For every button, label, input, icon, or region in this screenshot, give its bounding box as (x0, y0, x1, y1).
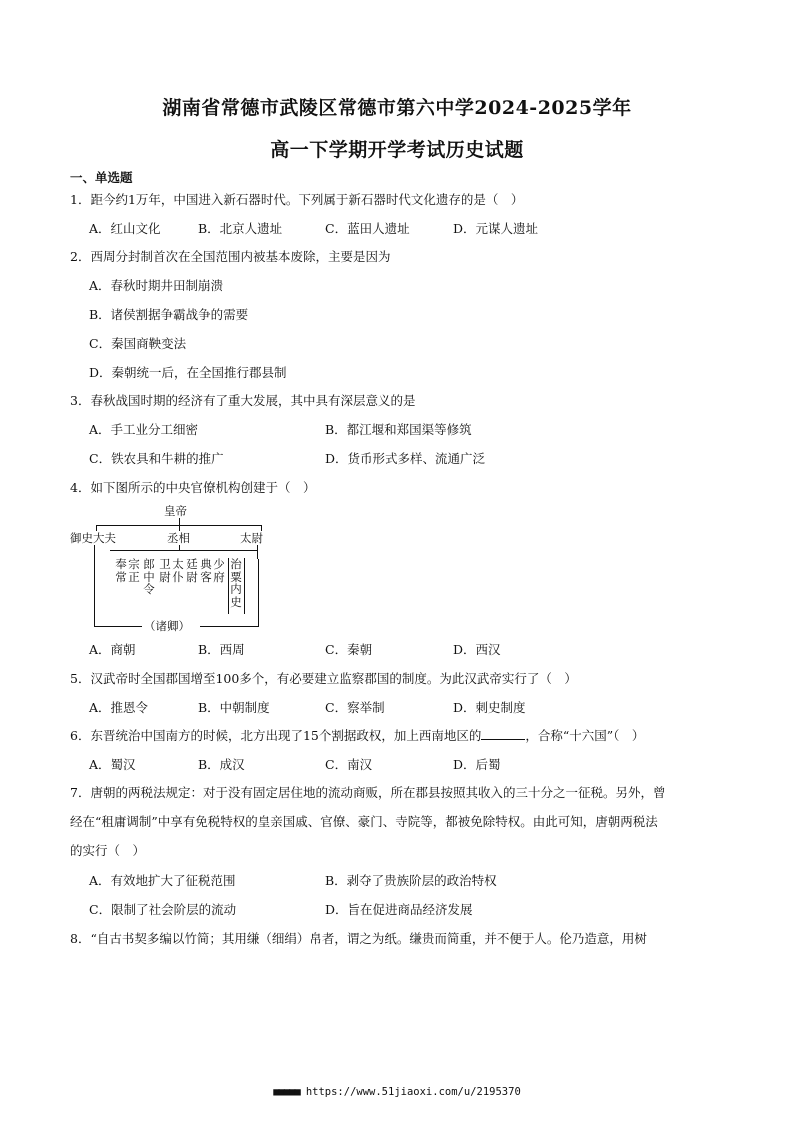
diagram-official: 少府 (213, 557, 225, 584)
question-1-stem: 1．距今约1万年，中国进入新石器时代。下列属于新石器时代文化遗存的是（ ） (70, 192, 524, 207)
question-4-option-b: B．西周 (198, 642, 245, 657)
question-5-option-b: B．中朝制度 (198, 700, 270, 715)
question-4-option-c: C．秦朝 (325, 642, 373, 657)
question-1-option-a: A．红山文化 (89, 221, 161, 236)
question-6-stem (70, 727, 644, 745)
question-4-option-d: D．西汉 (453, 642, 501, 657)
diagram-official: 太仆 (172, 557, 184, 584)
question-7-option-d: D．旨在促进商品经济发展 (325, 902, 473, 917)
diagram-official: 卫尉 (159, 557, 171, 584)
diagram-official: 典客 (200, 557, 212, 584)
footer-logo-icon: ■■■■■ (273, 1086, 300, 1098)
question-7-option-a: A．有效地扩大了征税范围 (89, 873, 236, 888)
question-6-option-c: C．南汉 (325, 757, 373, 772)
page-footer (0, 1086, 794, 1098)
question-3-option-d: D．货币形式多样、流通广泛 (325, 451, 486, 466)
question-1-option-c: C．蓝田人遗址 (325, 221, 410, 236)
question-7-stem: 7．唐朝的两税法规定：对于没有固定居住地的流动商贩，所在郡县按照其收入的三十分之一征税。另外，曾经在“租庸调制”中享有免税特权的皇亲国戚、官僚、豪门、寺院等，都被免除特权。由此可知，唐朝两税法的实行（ ） (70, 785, 666, 858)
question-5-option-c: C．察举制 (325, 700, 385, 715)
question-1-option-d: D．元谋人遗址 (453, 221, 539, 236)
question-6-option-d: D．后蜀 (453, 757, 501, 772)
question-3-option-c: C．铁农具和牛耕的推广 (89, 451, 224, 466)
question-4-stem: 4．如下图所示的中央官僚机构创建于（ ） (70, 480, 316, 495)
diagram-emperor: 皇帝 (164, 504, 187, 518)
question-6-blank (481, 727, 525, 740)
footer-url[interactable]: https://www.51jiaoxi.com/u/2195370 (305, 1086, 521, 1098)
question-3-option-b: B．都江堰和郑国渠等修筑 (325, 422, 472, 437)
diagram-official: 治粟内史 (230, 557, 242, 609)
question-2-option-a: A．春秋时期井田制崩溃 (89, 278, 224, 293)
question-6-stem-pre: 6．东晋统治中国南方的时候，北方出现了15个割据政权，加上西南地区的 (70, 728, 482, 743)
diagram-official: 奉常 (115, 557, 127, 584)
question-2-stem: 2．西周分封制首次在全国范围内被基本废除，主要是因为 (70, 249, 391, 264)
diagram-official: 廷尉 (186, 557, 198, 584)
diagram-official: 宗正 (128, 557, 140, 584)
question-2-option-b: B．诸侯割据争霸战争的需要 (89, 307, 249, 322)
question-2-option-d: D．秦朝统一后，在全国推行郡县制 (89, 365, 287, 380)
diagram-official: 郎中令 (143, 557, 155, 596)
question-7-option-b: B．剥夺了贵族阶层的政治特权 (325, 873, 497, 888)
question-3-option-a: A．手工业分工细密 (89, 422, 199, 437)
question-6-option-a: A．蜀汉 (89, 757, 136, 772)
section-heading: 一、单选题 (70, 170, 133, 185)
question-7-option-c: C．限制了社会阶层的流动 (89, 902, 237, 917)
question-2-option-c: C．秦国商鞅变法 (89, 336, 187, 351)
diagram-ministers-label: （诸卿） (144, 619, 190, 633)
question-3-stem: 3．春秋战国时期的经济有了重大发展，其中具有深层意义的是 (70, 393, 416, 408)
diagram-commandant: 太尉 (240, 531, 263, 545)
diagram-chancellor: 丞相 (167, 531, 190, 545)
question-6-stem-post: ，合称“十六国”（ ） (525, 728, 645, 743)
question-8-stem: 8．“自古书契多编以竹简；其用缣（细绢）帛者，谓之为纸。缣贵而简重，并不便于人。伦乃造意，用树 (70, 931, 647, 946)
title-line-2: 高一下学期开学考试历史试题 (270, 139, 524, 161)
bureaucracy-diagram (70, 503, 270, 633)
question-1-option-b: B．北京人遗址 (198, 221, 283, 236)
question-5-option-a: A．推恩令 (89, 700, 149, 715)
question-4-option-a: A．商朝 (89, 642, 136, 657)
title-line-1: 湖南省常德市武陵区常德市第六中学2024-2025学年 (162, 97, 632, 119)
diagram-censor: 御史大夫 (70, 531, 116, 545)
question-5-stem: 5．汉武帝时全国郡国增至100多个，有必要建立监察郡国的制度。为此汉武帝实行了（ ） (70, 671, 577, 686)
question-5-option-d: D．刺史制度 (453, 700, 526, 715)
question-6-option-b: B．成汉 (198, 757, 245, 772)
